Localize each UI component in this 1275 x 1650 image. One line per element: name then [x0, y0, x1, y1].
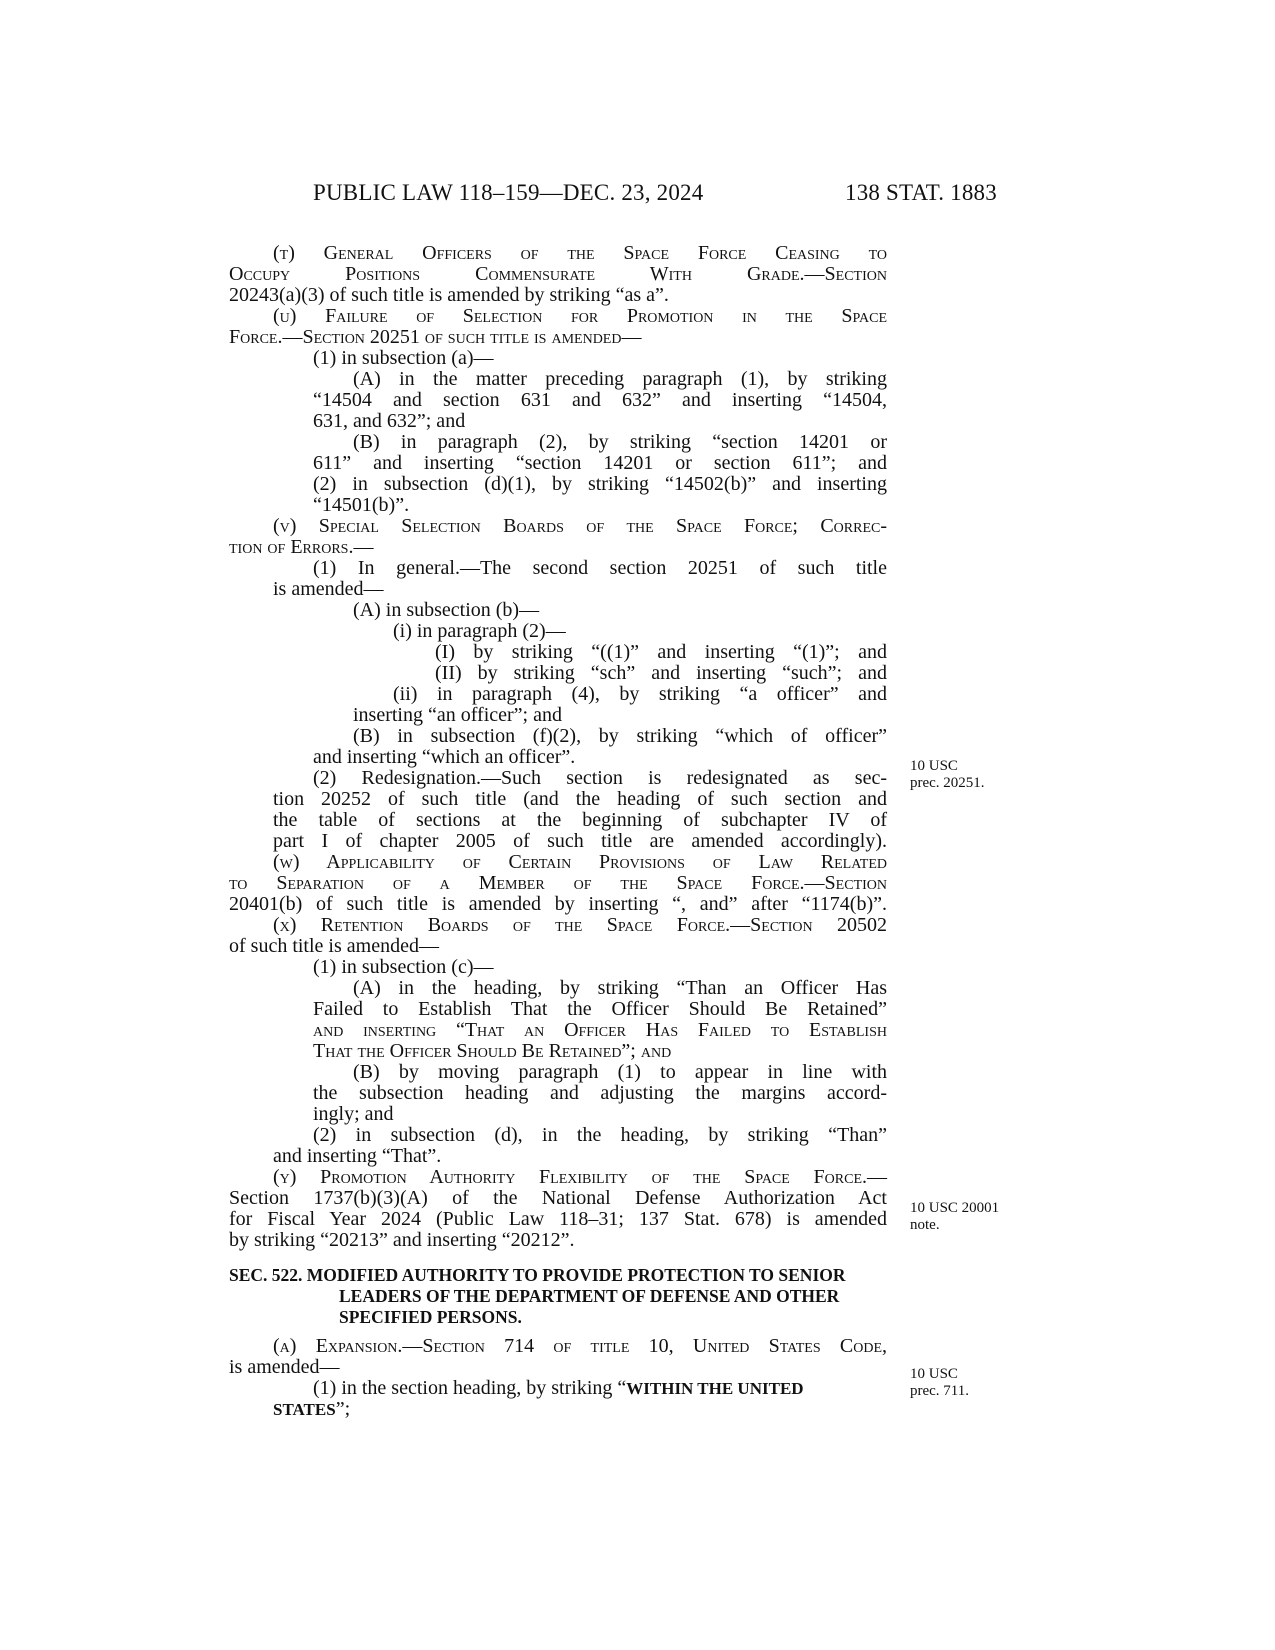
text-line: (1) in subsection (a)— — [313, 347, 494, 369]
text-run: (1) in the section heading, by striking “ — [313, 1377, 627, 1399]
text-line: of such title is amended— — [229, 935, 439, 957]
text-line: “14504 and section 631 and 632” and inserting “14504, — [313, 389, 887, 411]
margin-note-line: 10 USC — [910, 758, 958, 774]
text-line: by striking “20213” and inserting “20212”. — [229, 1229, 575, 1251]
text-line: (ii) in paragraph (4), by striking “a officer” and — [393, 683, 887, 705]
text-line: and inserting “That”. — [273, 1145, 442, 1167]
text-line: 20401(b) of such title is amended by inserting “, and” after “1174(b)”. — [229, 893, 887, 915]
text-line: 20243(a)(3) of such title is amended by striking “as a”. — [229, 284, 669, 306]
bold-heading-text: STATES — [273, 1400, 336, 1419]
text-line: (u) Failure of Selection for Promotion in the Space — [273, 305, 887, 327]
bold-heading-text: WITHIN THE UNITED — [626, 1379, 804, 1398]
text-line: (t) General Officers of the Space Force Ceasing to — [273, 242, 887, 264]
text-line: is amended— — [229, 1356, 340, 1378]
text-line: (B) in paragraph (2), by striking “section 14201 or — [353, 431, 887, 453]
margin-note — [910, 1366, 969, 1400]
page-header — [0, 180, 1275, 214]
section-heading-line: SPECIFIED PERSONS. — [339, 1307, 522, 1327]
text-line — [229, 1378, 887, 1399]
text-line: (I) by striking “((1)” and inserting “(1)”; and — [435, 641, 887, 663]
text-line: 611” and inserting “section 14201 or section 611”; and — [313, 452, 887, 474]
section-heading — [229, 1265, 887, 1328]
text-line: (1) In general.—The second section 20251 of such title — [313, 557, 887, 579]
text-line: part I of chapter 2005 of such title are amended accordingly). — [273, 830, 887, 852]
text-line: (a) Expansion.—Section 714 of title 10, United States Code, — [273, 1335, 887, 1357]
text-line: Occupy Positions Commensurate With Grade.—Section — [229, 263, 887, 285]
section-heading-line: SEC. 522. MODIFIED AUTHORITY TO PROVIDE PROTECTION TO SENIOR — [229, 1265, 846, 1285]
text-line: inserting “an officer”; and — [353, 704, 562, 726]
text-run: ”; — [335, 1398, 351, 1420]
text-line: (1) in subsection (c)— — [313, 956, 494, 978]
text-line: (II) by striking “sch” and inserting “such”; and — [435, 662, 887, 684]
text-line: the subsection heading and adjusting the margins accord- — [313, 1082, 887, 1104]
text-line: ingly; and — [313, 1103, 394, 1125]
text-line: (2) in subsection (d), in the heading, by striking “Than” — [313, 1124, 887, 1146]
text-line: Force.—Section 20251 of such title is amended— — [229, 326, 642, 348]
text-line: (B) by moving paragraph (1) to appear in line with — [353, 1061, 887, 1083]
margin-note-line: note. — [910, 1217, 940, 1233]
text-line: is amended— — [273, 578, 384, 600]
text-line: (2) Redesignation.—Such section is redesignated as sec- — [313, 767, 887, 789]
margin-note — [910, 758, 985, 792]
margin-note-line: prec. 20251. — [910, 775, 985, 791]
text-line: tion of Errors.— — [229, 536, 374, 558]
text-line: (v) Special Selection Boards of the Space Force; Correc- — [273, 515, 887, 537]
margin-note-line: 10 USC — [910, 1366, 958, 1382]
text-line: Failed to Establish That the Officer Should Be Retained” — [313, 998, 887, 1020]
text-line: 631, and 632”; and — [313, 410, 466, 432]
text-line: (A) in the matter preceding paragraph (1), by striking — [353, 368, 887, 390]
text-line: (B) in subsection (f)(2), by striking “which of officer” — [353, 725, 887, 747]
text-line — [229, 1399, 887, 1420]
text-line: (i) in paragraph (2)— — [393, 620, 566, 642]
text-line: (A) in the heading, by striking “Than an Officer Has — [353, 977, 887, 999]
section-heading-line: LEADERS OF THE DEPARTMENT OF DEFENSE AND OTHER — [339, 1286, 840, 1306]
text-line: That the Officer Should Be Retained”; and — [313, 1040, 672, 1062]
text-line: (2) in subsection (d)(1), by striking “14502(b)” and inserting — [313, 473, 887, 495]
text-line: for Fiscal Year 2024 (Public Law 118–31; 137 Stat. 678) is amended — [229, 1208, 887, 1230]
text-line: (w) Applicability of Certain Provisions of Law Related — [273, 851, 887, 873]
running-head-title: PUBLIC LAW 118–159—DEC. 23, 2024 — [313, 180, 704, 205]
text-line: and inserting “which an officer”. — [313, 746, 576, 768]
text-line: (x) Retention Boards of the Space Force.—Section 20502 — [273, 914, 887, 936]
text-line: the table of sections at the beginning of subchapter IV of — [273, 809, 887, 831]
margin-note-line: prec. 711. — [910, 1383, 970, 1399]
margin-note — [910, 1200, 999, 1234]
text-line: and inserting “That an Officer Has Failed to Establish — [313, 1019, 887, 1041]
body-text — [229, 243, 887, 1420]
page-number: 138 STAT. 1883 — [845, 180, 997, 205]
text-line: (A) in subsection (b)— — [353, 599, 540, 621]
text-line: to Separation of a Member of the Space Force.—Section — [229, 872, 887, 894]
text-line: “14501(b)”. — [313, 494, 410, 516]
text-line: tion 20252 of such title (and the heading of such section and — [273, 788, 887, 810]
text-line: (y) Promotion Authority Flexibility of the Space Force.— — [273, 1166, 887, 1188]
text-line: Section 1737(b)(3)(A) of the National Defense Authorization Act — [229, 1187, 887, 1209]
margin-note-line: 10 USC 20001 — [910, 1200, 1000, 1216]
